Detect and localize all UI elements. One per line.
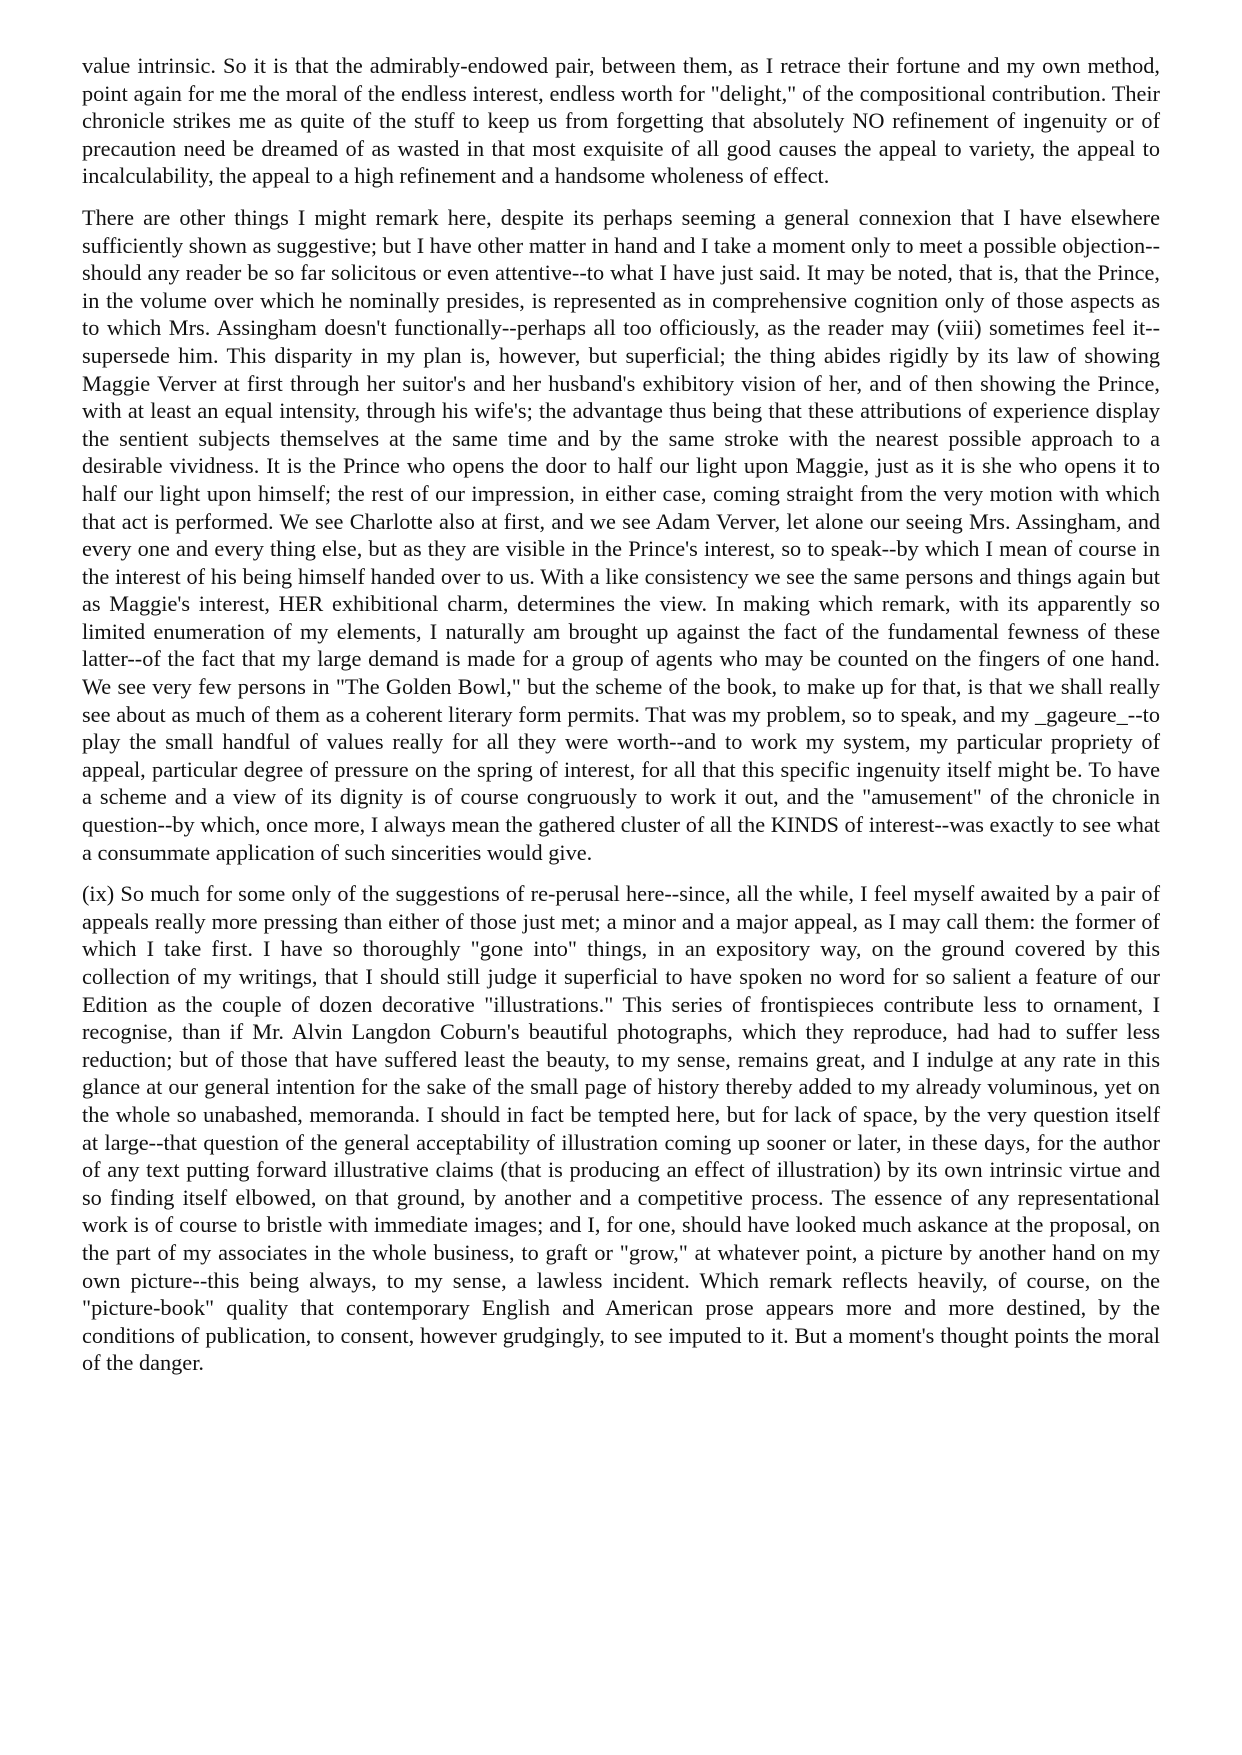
paragraph-1: value intrinsic. So it is that the admirably-endowed pair, between them, as I retrace their fortune and my own method, point again for me the moral of the endless interest, endless worth for "delight," of the compositional contribution. Their chronicle strikes me as quite of the stuff to keep us from forgetting that absolutely NO refinement of ingenuity or of precaution need be dreamed of as wasted in that most exquisite of all good causes the appeal to variety, the appeal to incalculability, the appeal to a high refinement and a handsome wholeness of effect. xyxy=(82,53,1160,189)
paragraph-3: (ix) So much for some only of the suggestions of re-perusal here--since, all the while, I feel myself awaited by a pair of appeals really more pressing than either of those just met; a minor and a major appeal, as I may call them: the former of which I take first. I have so thoroughly "gone into" things, in an expository way, on the ground covered by this collection of my writings, that I should still judge it superficial to have spoken no word for so salient a feature of our Edition as the couple of dozen decorative "illustrations." This series of frontispieces contribute less to ornament, I recognise, than if Mr. Alvin Langdon Coburn's beautiful photographs, which they reproduce, had had to suffer less reduction; but of those that have suffered least the beauty, to my sense, remains great, and I indulge at any rate in this glance at our general intention for the sake of the small page of history thereby added to my already voluminous, yet on the whole so unabashed, memoranda. I should in fact be tempted here, but for lack of space, by the very question itself at large--that question of the general acceptability of illustration coming up sooner or later, in these days, for the author of any text putting forward illustrative claims (that is producing an effect of illustration) by its own intrinsic virtue and so finding itself elbowed, on that ground, by another and a competitive process. The essence of any representational work is of course to bristle with immediate images; and I, for one, should have looked much askance at the proposal, on the part of my associates in the whole business, to graft or "grow," at whatever point, a picture by another hand on my own picture--this being always, to my sense, a lawless incident. Which remark reflects heavily, of course, on the "picture-book" quality that contemporary English and American prose appears more and more destined, by the conditions of publication, to consent, however grudgingly, to see imputed to it. But a moment's thought points the moral of the danger. xyxy=(82,881,1160,1376)
paragraph-2: There are other things I might remark here, despite its perhaps seeming a general connexion that I have elsewhere sufficiently shown as suggestive; but I have other matter in hand and I take a moment only to meet a possible objection--should any reader be so far solicitous or even attentive--to what I have just said. It may be noted, that is, that the Prince, in the volume over which he nominally presides, is represented as in comprehensive cognition only of those aspects as to which Mrs. Assingham doesn't functionally--perhaps all too officiously, as the reader may (viii) sometimes feel it--supersede him. This disparity in my plan is, however, but superficial; the thing abides rigidly by its law of showing Maggie Verver at first through her suitor's and her husband's exhibitory vision of her, and of then showing the Prince, with at least an equal intensity, through his wife's; the advantage thus being that these attributions of experience display the sentient subjects themselves at the same time and by the same stroke with the nearest possible approach to a desirable vividness. It is the Prince who opens the door to half our light upon Maggie, just as it is she who opens it to half our light upon himself; the rest of our impression, in either case, coming straight from the very motion with which that act is performed. We see Charlotte also at first, and we see Adam Verver, let alone our seeing Mrs. Assingham, and every one and every thing else, but as they are visible in the Prince's interest, so to speak--by which I mean of course in the interest of his being himself handed over to us. With a like consistency we see the same persons and things again but as Maggie's interest, HER exhibitional charm, determines the view. In making which remark, with its apparently so limited enumeration of my elements, I naturally am brought up against the fact of the fundamental fewness of these latter--of the fact that my large demand is made for a group of agents who may be counted on the fingers of one hand. We see very few persons in "The Golden Bowl," but the scheme of the book, to make up for that, is that we shall really see about as much of them as a coherent literary form permits. That was my problem, so to speak, and my _gageure_--to play the small handful of values really for all they were worth--and to work my system, my particular propriety of appeal, particular degree of pressure on the spring of interest, for all that this specific ingenuity itself might be. To have a scheme and a view of its dignity is of course congruously to work it out, and the "amusement" of the chronicle in question--by which, once more, I always mean the gathered cluster of all the KINDS of interest--was exactly to see what a consummate application of such sincerities would give. xyxy=(82,204,1160,865)
